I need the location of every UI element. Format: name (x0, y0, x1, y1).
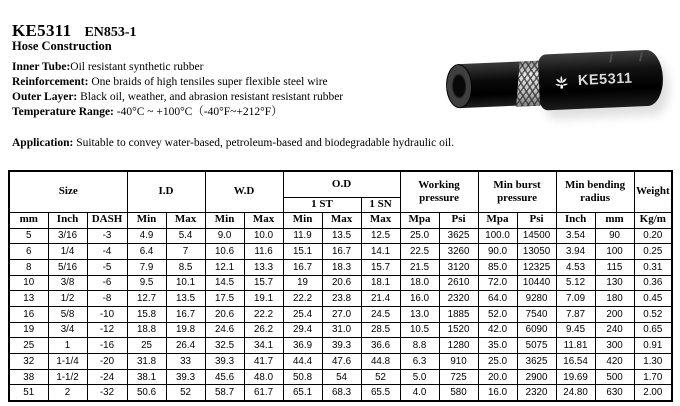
table-cell: 5/8 (48, 306, 87, 322)
table-cell: 16.54 (556, 354, 595, 370)
table-cell: 2320 (517, 385, 556, 401)
table-cell: 1-1/2 (48, 369, 87, 385)
table-cell: 3/16 (48, 228, 87, 244)
table-cell: 65.5 (361, 385, 400, 401)
table-cell: -16 (87, 338, 127, 354)
table-cell: 31.0 (322, 322, 361, 338)
table-cell: 20.6 (205, 306, 244, 322)
table-cell: 13050 (517, 244, 556, 260)
spec-label: Temperature Range: (12, 106, 114, 118)
table-cell: 500 (595, 369, 634, 385)
table-cell: 41.7 (244, 354, 283, 370)
lotus-flower-icon (552, 72, 572, 92)
table-cell: 18.1 (361, 275, 400, 291)
spec-line-temperature-range (12, 105, 343, 120)
table-cell: 9.0 (205, 228, 244, 244)
standard-code: EN853-1 (84, 25, 137, 40)
table-cell: 7 (166, 244, 205, 260)
table-cell: 3625 (517, 354, 556, 370)
table-cell: 9280 (517, 291, 556, 307)
table-cell: 90 (595, 228, 634, 244)
table-cell: 14.5 (205, 275, 244, 291)
table-cell: 19.8 (166, 322, 205, 338)
table-cell: 100 (595, 244, 634, 260)
table-cell: 72.0 (478, 275, 517, 291)
spec-text: Black oil, weather, and abrasion resistant resistant rubber (77, 91, 344, 103)
table-cell: 0.65 (634, 322, 672, 338)
table-row (9, 322, 672, 338)
table-cell: 10 (9, 275, 48, 291)
table-cell: 13 (9, 291, 48, 307)
table-cell: 115 (595, 259, 634, 275)
section-heading: Hose Construction (12, 39, 112, 53)
table-cell: 11.6 (244, 244, 283, 260)
table-cell: 3/8 (48, 275, 87, 291)
table-cell: 15.7 (244, 275, 283, 291)
unit-header-cell: Max (361, 212, 400, 228)
table-cell: -12 (87, 322, 127, 338)
unit-header-cell: mm (595, 212, 634, 228)
unit-header-cell: Max (166, 212, 205, 228)
table-cell: 725 (439, 369, 478, 385)
table-cell: 4.53 (556, 259, 595, 275)
table-cell: 16.7 (283, 259, 322, 275)
table-cell: 9.5 (127, 275, 166, 291)
table-row (9, 275, 672, 291)
table-cell: 39.3 (166, 369, 205, 385)
table-cell: 0.31 (634, 259, 672, 275)
table-cell: 2.00 (634, 385, 672, 401)
table-cell: 9.45 (556, 322, 595, 338)
unit-header-cell: Mpa (400, 212, 439, 228)
col-group-id: I.D (127, 171, 205, 212)
col-group-size: Size (9, 171, 127, 212)
unit-header-cell: Kg/m (634, 212, 672, 228)
table-cell: 6.3 (400, 354, 439, 370)
table-cell: 44.4 (283, 354, 322, 370)
table-cell: 24.6 (205, 322, 244, 338)
table-cell: 65.1 (283, 385, 322, 401)
col-group-min-bending-radius: Min bending radius (556, 171, 634, 212)
table-cell: 3.54 (556, 228, 595, 244)
table-cell: 13.0 (400, 306, 439, 322)
table-cell: 22.2 (244, 306, 283, 322)
application-label: Application: (12, 137, 74, 149)
table-cell: 14.1 (361, 244, 400, 260)
table-cell: 22.5 (400, 244, 439, 260)
table-cell: 12.7 (127, 291, 166, 307)
table-cell: 16.0 (400, 291, 439, 307)
table-row (9, 385, 672, 401)
table-cell: 25.0 (400, 228, 439, 244)
table-cell: 58.7 (205, 385, 244, 401)
table-cell: 36.6 (361, 338, 400, 354)
table-cell: 15.8 (127, 306, 166, 322)
table-cell: 180 (595, 291, 634, 307)
table-cell: 0.91 (634, 338, 672, 354)
table-cell: 7540 (517, 306, 556, 322)
table-cell: 12.1 (205, 259, 244, 275)
col-group-min-burst-pressure: Min burst pressure (478, 171, 556, 212)
table-cell: -24 (87, 369, 127, 385)
spec-line-outer-layer (12, 90, 343, 105)
table-cell: 25 (9, 338, 48, 354)
table-cell: 19 (9, 322, 48, 338)
unit-header-cell: Min (205, 212, 244, 228)
table-cell: 50.8 (283, 369, 322, 385)
table-cell: 300 (595, 338, 634, 354)
table-cell: 47.6 (322, 354, 361, 370)
unit-header-cell: Min (283, 212, 322, 228)
application-line (12, 137, 454, 149)
table-cell: 61.7 (244, 385, 283, 401)
unit-header-cell: Max (322, 212, 361, 228)
table-cell: 0.36 (634, 275, 672, 291)
table-cell: 23.8 (322, 291, 361, 307)
unit-header-cell: Inch (48, 212, 87, 228)
table-cell: 29.4 (283, 322, 322, 338)
table-cell: 1-1/4 (48, 354, 87, 370)
table-cell: 27.0 (322, 306, 361, 322)
table-cell: 51 (9, 385, 48, 401)
table-cell: 38.1 (127, 369, 166, 385)
table-cell: 18.0 (400, 275, 439, 291)
table-cell: 24.5 (361, 306, 400, 322)
table-cell: 10.1 (166, 275, 205, 291)
table-cell: 7.9 (127, 259, 166, 275)
table-cell: 1 (48, 338, 87, 354)
table-row (9, 354, 672, 370)
table-cell: 0.20 (634, 228, 672, 244)
table-cell: 19 (283, 275, 322, 291)
table-cell: 3625 (439, 228, 478, 244)
table-cell: 44.8 (361, 354, 400, 370)
table-cell: 90.0 (478, 244, 517, 260)
table-cell: 45.6 (205, 369, 244, 385)
spec-list (12, 60, 343, 120)
table-cell: 1280 (439, 338, 478, 354)
table-cell: 1885 (439, 306, 478, 322)
table-cell: 68.3 (322, 385, 361, 401)
col-group-working-pressure: Working pressure (400, 171, 478, 212)
table-cell: 2610 (439, 275, 478, 291)
table-cell: 13.3 (244, 259, 283, 275)
table-cell: 52 (166, 385, 205, 401)
table-row (9, 228, 672, 244)
table-cell: 19.1 (244, 291, 283, 307)
table-cell: 32.5 (205, 338, 244, 354)
hose-brand-text: KE5311 (577, 70, 633, 89)
table-cell: 28.5 (361, 322, 400, 338)
table-cell: 20.6 (322, 275, 361, 291)
table-cell: -3 (87, 228, 127, 244)
table-cell: 16 (9, 306, 48, 322)
table-cell: -20 (87, 354, 127, 370)
table-cell: 39.3 (205, 354, 244, 370)
table-row (9, 338, 672, 354)
table-cell: 5.4 (166, 228, 205, 244)
table-cell: 42.0 (478, 322, 517, 338)
table-cell: 39.3 (322, 338, 361, 354)
table-cell: 3.94 (556, 244, 595, 260)
table-row (9, 244, 672, 260)
table-cell: 25 (127, 338, 166, 354)
table-cell: 54 (322, 369, 361, 385)
table-cell: 52.0 (478, 306, 517, 322)
table-cell: 48.0 (244, 369, 283, 385)
table-cell: 3/4 (48, 322, 87, 338)
table-cell: 7.87 (556, 306, 595, 322)
hose (445, 49, 664, 114)
table-cell: 12325 (517, 259, 556, 275)
table-cell: 5075 (517, 338, 556, 354)
table-cell: 2320 (439, 291, 478, 307)
table-cell: 16.7 (166, 306, 205, 322)
unit-header-cell: DASH (87, 212, 127, 228)
table-cell: 38 (9, 369, 48, 385)
table-cell: 32 (9, 354, 48, 370)
table-cell: 4.9 (127, 228, 166, 244)
spec-label: Inner Tube: (12, 61, 71, 73)
hose-product-image (438, 30, 676, 140)
table-cell: 33 (166, 354, 205, 370)
table-cell: 21.5 (400, 259, 439, 275)
table-cell: 24.80 (556, 385, 595, 401)
table-cell: 14500 (517, 228, 556, 244)
table-cell: 10440 (517, 275, 556, 291)
table-cell: 240 (595, 322, 634, 338)
spec-text: -40°C ~ +100°C（-40°F~+212°F） (113, 106, 283, 118)
table-cell: 85.0 (478, 259, 517, 275)
model-code: KE5311 (12, 21, 72, 40)
table-cell: 3260 (439, 244, 478, 260)
table-cell: 6 (9, 244, 48, 260)
unit-header-cell: Inch (556, 212, 595, 228)
table-cell: 0.45 (634, 291, 672, 307)
table-cell: -10 (87, 306, 127, 322)
spec-label: Outer Layer: (12, 91, 78, 103)
table-cell: 6090 (517, 322, 556, 338)
table-cell: 16.7 (322, 244, 361, 260)
table-cell: 5.0 (400, 369, 439, 385)
table-cell: 52 (361, 369, 400, 385)
table-cell: -8 (87, 291, 127, 307)
table-cell: 50.6 (127, 385, 166, 401)
unit-header-cell: Mpa (478, 212, 517, 228)
table-cell: -6 (87, 275, 127, 291)
spec-table (8, 170, 673, 402)
table-cell: 64.0 (478, 291, 517, 307)
table-row (9, 259, 672, 275)
unit-header-cell: Min (127, 212, 166, 228)
table-cell: 5/16 (48, 259, 87, 275)
spec-line-inner-tube (12, 60, 343, 75)
table-cell: 1.30 (634, 354, 672, 370)
table-cell: 13.5 (322, 228, 361, 244)
table-cell: 25.4 (283, 306, 322, 322)
table-cell: 17.5 (205, 291, 244, 307)
hose-inner-tube (458, 61, 522, 108)
table-cell: 25.0 (478, 354, 517, 370)
table-cell: 10.0 (244, 228, 283, 244)
table-row (9, 369, 672, 385)
hose-bore-opening (445, 64, 473, 109)
table-cell: 10.6 (205, 244, 244, 260)
table-cell: 100.0 (478, 228, 517, 244)
table-cell: 36.9 (283, 338, 322, 354)
table-cell: -5 (87, 259, 127, 275)
table-cell: 0.25 (634, 244, 672, 260)
table-cell: -4 (87, 244, 127, 260)
application-text: Suitable to convey water-based, petroleum-based and biodegradable hydraulic oil. (73, 137, 455, 149)
table-cell: 1.70 (634, 369, 672, 385)
col-sub-od-1sn: 1 SN (361, 197, 400, 212)
table-cell: 4.0 (400, 385, 439, 401)
table-cell: 19.69 (556, 369, 595, 385)
spec-text: One braids of high tensiles super flexible steel wire (88, 76, 328, 88)
table-cell: 18.3 (322, 259, 361, 275)
table-cell: 12.5 (361, 228, 400, 244)
table-cell: 26.2 (244, 322, 283, 338)
table-cell: 5.12 (556, 275, 595, 291)
unit-header-cell: mm (9, 212, 48, 228)
table-cell: 5 (9, 228, 48, 244)
col-group-weight: Weight (634, 171, 672, 212)
table-cell: 7.09 (556, 291, 595, 307)
unit-header-cell: Psi (439, 212, 478, 228)
table-cell: 16.0 (478, 385, 517, 401)
table-cell: -32 (87, 385, 127, 401)
table-cell: 420 (595, 354, 634, 370)
table-cell: 8 (9, 259, 48, 275)
table-row (9, 291, 672, 307)
col-sub-od-1st: 1 ST (283, 197, 361, 212)
table-cell: 630 (595, 385, 634, 401)
table-cell: 11.9 (283, 228, 322, 244)
unit-header-cell: Max (244, 212, 283, 228)
table-cell: 2 (48, 385, 87, 401)
spec-line-reinforcement (12, 75, 343, 90)
table-cell: 34.1 (244, 338, 283, 354)
table-cell: 1/2 (48, 291, 87, 307)
table-cell: 1520 (439, 322, 478, 338)
table-cell: 10.5 (400, 322, 439, 338)
table-cell: 13.5 (166, 291, 205, 307)
table-cell: 6.4 (127, 244, 166, 260)
unit-header-cell: Psi (517, 212, 556, 228)
table-cell: 20.0 (478, 369, 517, 385)
table-cell: 200 (595, 306, 634, 322)
table-cell: 0.52 (634, 306, 672, 322)
table-cell: 2900 (517, 369, 556, 385)
spec-text: Oil resistant synthetic rubber (70, 61, 204, 73)
table-cell: 15.7 (361, 259, 400, 275)
table-cell: 21.4 (361, 291, 400, 307)
table-cell: 130 (595, 275, 634, 291)
table-cell: 1/4 (48, 244, 87, 260)
table-cell: 910 (439, 354, 478, 370)
col-group-wd: W.D (205, 171, 283, 212)
table-cell: 35.0 (478, 338, 517, 354)
hose-outer-cover (538, 49, 664, 110)
col-group-od: O.D (283, 171, 400, 197)
table-cell: 11.81 (556, 338, 595, 354)
table-cell: 580 (439, 385, 478, 401)
table-cell: 26.4 (166, 338, 205, 354)
table-cell: 18.8 (127, 322, 166, 338)
table-cell: 3120 (439, 259, 478, 275)
table-cell: 15.1 (283, 244, 322, 260)
table-cell: 31.8 (127, 354, 166, 370)
table-cell: 22.2 (283, 291, 322, 307)
table-row (9, 306, 672, 322)
spec-label: Reinforcement: (12, 76, 89, 88)
table-cell: 8.5 (166, 259, 205, 275)
table-cell: 8.8 (400, 338, 439, 354)
